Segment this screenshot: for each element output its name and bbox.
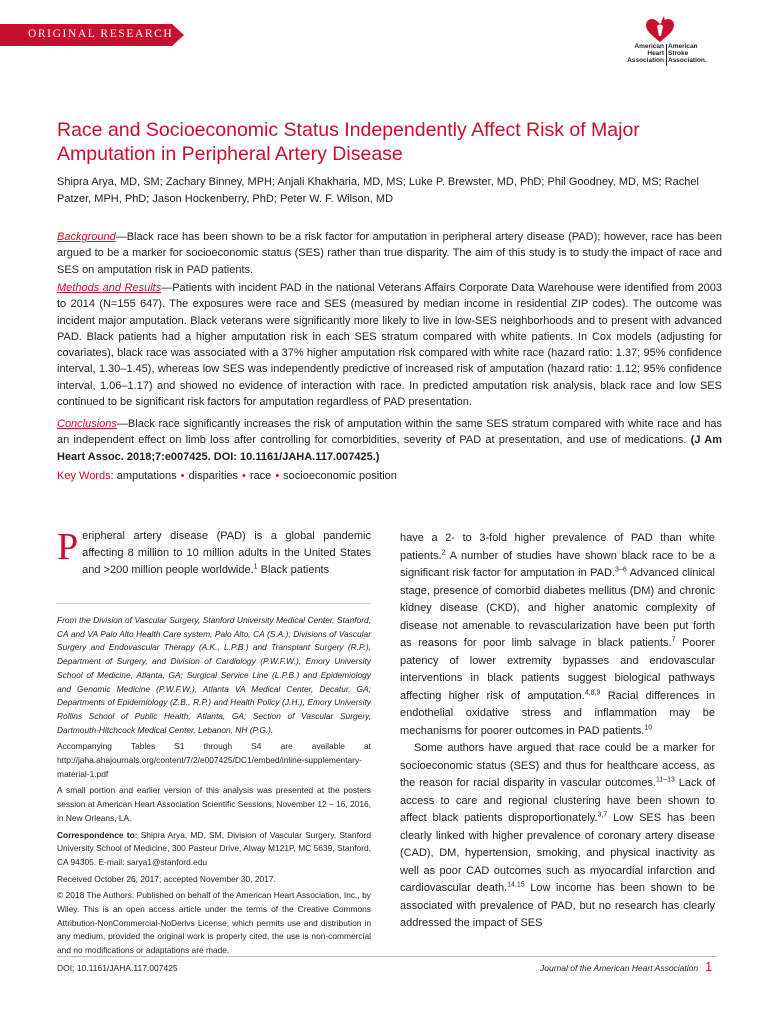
body-text: Low SES has been clearly linked with higher prevalence of coronary artery disease (CAD), DM, hypertension, smoking, and physical inactivity as well as poor CAD outcomes such as myocardial infarction and cardiovascular death. <box>400 812 715 894</box>
logo-divider <box>666 44 667 66</box>
body-text: have a 2- to 3-fold higher prevalence of PAD than white patients. <box>400 532 715 562</box>
keyword-item: socioeconomic position <box>283 470 397 482</box>
footnote-correspondence <box>57 829 371 870</box>
methods-heading: Methods and Results <box>57 282 162 294</box>
section-tag-label: ORIGINAL RESEARCH <box>28 28 174 40</box>
body-right-column <box>400 530 715 933</box>
keywords-label: Key Words: <box>57 470 114 482</box>
reference-marker[interactable]: 3,7 <box>597 811 608 819</box>
body-text: Low income has been shown to be associated with prevalence of PAD, but no research has clearly addressed the impact of SES <box>400 882 715 929</box>
footnote-supplementary[interactable]: Accompanying Tables S1 through S4 are available at http://jaha.ahajournals.org/content/7/2/e007425/DC1/embed/inline-supplementary-material-1.pdf <box>57 741 371 779</box>
aha-asa-logo <box>620 16 720 66</box>
logo-aha-text: American Heart Association <box>627 43 664 65</box>
body-paragraph <box>400 530 715 740</box>
abstract-conclusions <box>57 416 722 465</box>
body-text: Black patients <box>257 564 330 577</box>
reference-marker[interactable]: 10 <box>644 723 653 731</box>
footnote-copyright: © 2018 The Authors. Published on behalf of the American Heart Association, Inc., by Wiley. This is an open access article under the terms of the Creative Commons Attribution-NonCommercial-NoDerivs License, which permits use and distribution in any medium, provided the original work is properly cited, the use is non-commercial and no modifications or adaptations are made. <box>57 890 371 956</box>
reference-marker[interactable]: 2 <box>441 548 446 556</box>
correspondence-heading: Correspondence to: <box>57 829 138 840</box>
section-tag <box>0 24 172 46</box>
reference-marker[interactable]: 7 <box>671 636 676 644</box>
footer-doi: DOI: 10.1161/JAHA.117.007425 <box>57 963 178 973</box>
body-text: eripheral artery disease (PAD) is a global pandemic affecting 8 million to 10 million adults in the United States and >200 million people worldwide. <box>82 530 371 577</box>
body-text: Racial differences in endothelial oxidative stress and inflammation may be mechanisms for poorer outcomes in PAD patients. <box>400 689 715 737</box>
keyword-item: amputations <box>116 470 177 482</box>
logo-asa-text: American Stroke Association. <box>668 43 707 65</box>
conclusions-text: —Black race significantly increases the risk of amputation within the same SES stratum compared with white race and has an independent effect on limb loss after controlling for comorbidities, severity of PAD at presentation, and use of medications. <box>57 418 722 447</box>
author-list: Shipra Arya, MD, SM; Zachary Binney, MPH; Anjali Khakharia, MD, MS; Luke P. Brewster, MD, PhD; Phil Goodney, MD, MS; Rachel Patzer, MPH, PhD; Jason Hockenberry, PhD; Peter W. F. Wilson, MD <box>57 176 699 205</box>
keyword-item: race <box>249 470 272 482</box>
reference-marker[interactable]: 3–6 <box>615 566 627 574</box>
footnotes <box>57 614 371 961</box>
body-text: Advanced clinical stage, presence of comorbid diabetes mellitus (DM) and chronic kidney disease (CKD), and higher anatomic complexity of disease not amenable to revascularization have been put forth as reasons for poor limb salvage in black patients. <box>400 567 715 649</box>
body-text: A number of studies have shown black race to be a significant risk factor for amputation in PAD. <box>400 549 715 579</box>
footnote-presentation: A small portion and earlier version of this analysis was presented at the posters session at American Heart Association Scientific Sessions, November 12 – 16, 2016, in New Orleans, LA. <box>57 785 371 823</box>
keyword-separator: • <box>275 470 280 482</box>
heart-torch-icon <box>620 16 720 44</box>
footer-divider <box>57 956 717 957</box>
reference-marker[interactable]: 14,15 <box>507 881 525 889</box>
footnote-received: Received October 26, 2017; accepted November 30, 2017. <box>57 873 276 884</box>
keyword-item: disparities <box>188 470 239 482</box>
body-text: Lack of access to care and regional clustering have been shown to affect black patients disproportionately. <box>400 777 715 824</box>
reference-marker[interactable]: 4,8,9 <box>584 688 601 696</box>
drop-cap: P <box>57 526 79 568</box>
abstract-background <box>57 229 722 278</box>
footnote-divider <box>57 603 371 604</box>
body-left-column <box>57 528 371 580</box>
reference-marker[interactable]: 1 <box>253 563 258 571</box>
citation: (J Am Heart Assoc. 2018;7:e007425. DOI: 10.1161/JAHA.117.007425.) <box>57 434 722 463</box>
correspondence-text: Shipra Arya, MD, SM, Division of Vascular Surgery, Stanford University School of Medicine, 300 Pasteur Drive, Alway M121P, MC 5639, Stanford, CA 94305. E-mail: sarya1@stanford.edu <box>57 829 372 867</box>
abstract-methods-results <box>57 280 722 410</box>
conclusions-heading: Conclusions <box>57 418 117 430</box>
background-heading: Background <box>57 231 116 243</box>
page-number: 1 <box>705 959 713 974</box>
keyword-separator: • <box>180 470 185 482</box>
footnote-affiliations: From the Division of Vascular Surgery, Stanford University Medical Center, Stanford, CA and VA Palo Alto Health Care system, Palo Alto, CA (S.A.); Divisions of Vascular Surgery and Endovascular Therapy (A.K., L.P.B.) and Transplant Surgery (R.P.), Department of Surgery, and Division of Cardiology (P.W.F.W.), Emory University School of Medicine, Atlanta, GA; Surgical Service Line (L.P.B.) and Epidemiology and Genomic Medicine (P.W.F.W.), Atlanta VA Medical Center, Decatur, GA; Departments of Epidemiology (Z.B., R.P.) and Health Policy (J.H.), Emory University Rollins School of Public Health, Atlanta, GA; Section of Vascular Surgery, Dartmouth-Hitchcock Medical Center, Lebanon, NH (P.G.). <box>57 615 371 735</box>
keywords <box>57 470 722 482</box>
footer-journal-name: Journal of the American Heart Association <box>540 963 699 973</box>
background-text: —Black race has been shown to be a risk factor for amputation in peripheral artery disease (PAD); however, race has been argued to be a marker for socioeconomic status (SES) rather than true disparity. The aim of this study is to study the impact of race and SES on amputation risk in PAD patients. <box>57 231 722 276</box>
keyword-separator: • <box>242 470 246 482</box>
body-paragraph <box>400 740 715 933</box>
body-text: Poorer patency of lower extremity bypasses and endovascular interventions in black patients suggest biological pathways affecting higher risk of amputation. <box>400 637 715 702</box>
article-title: Race and Socioeconomic Status Independently Affect Risk of Major Amputation in Peripheral Artery Disease <box>57 119 640 165</box>
body-text: Some authors have argued that race could be a marker for socioeconomic status (SES) and thus for healthcare access, as the reason for racial disparity in vascular outcomes. <box>400 742 715 789</box>
reference-marker[interactable]: 11–13 <box>656 776 675 784</box>
methods-text: —Patients with incident PAD in the national Veterans Affairs Corporate Data Warehouse were identified from 2003 to 2014 (N=155 647). The exposures were race and SES (measured by median income in residential ZIP codes). The outcome was incident major amputation. Black veterans were significantly more likely to live in low-SES neighborhoods and to present with advanced PAD. Black patients had a higher amputation risk in each SES stratum compared with white patients. In Cox models (adjusting for covariates), black race was associated with a 37% higher amputation risk compared with white race (hazard ratio: 1.37; 95% confidence interval, 1.30–1.45), whereas low SES was independently predictive of increased risk of amputation (hazard ratio: 1.12; 95% confidence interval, 1.06–1.17) and showed no evidence of interaction with race. In predicted amputation risk analysis, black race and low SES continued to be significant risk factors for amputation regardless of PAD presentation. <box>57 282 722 409</box>
